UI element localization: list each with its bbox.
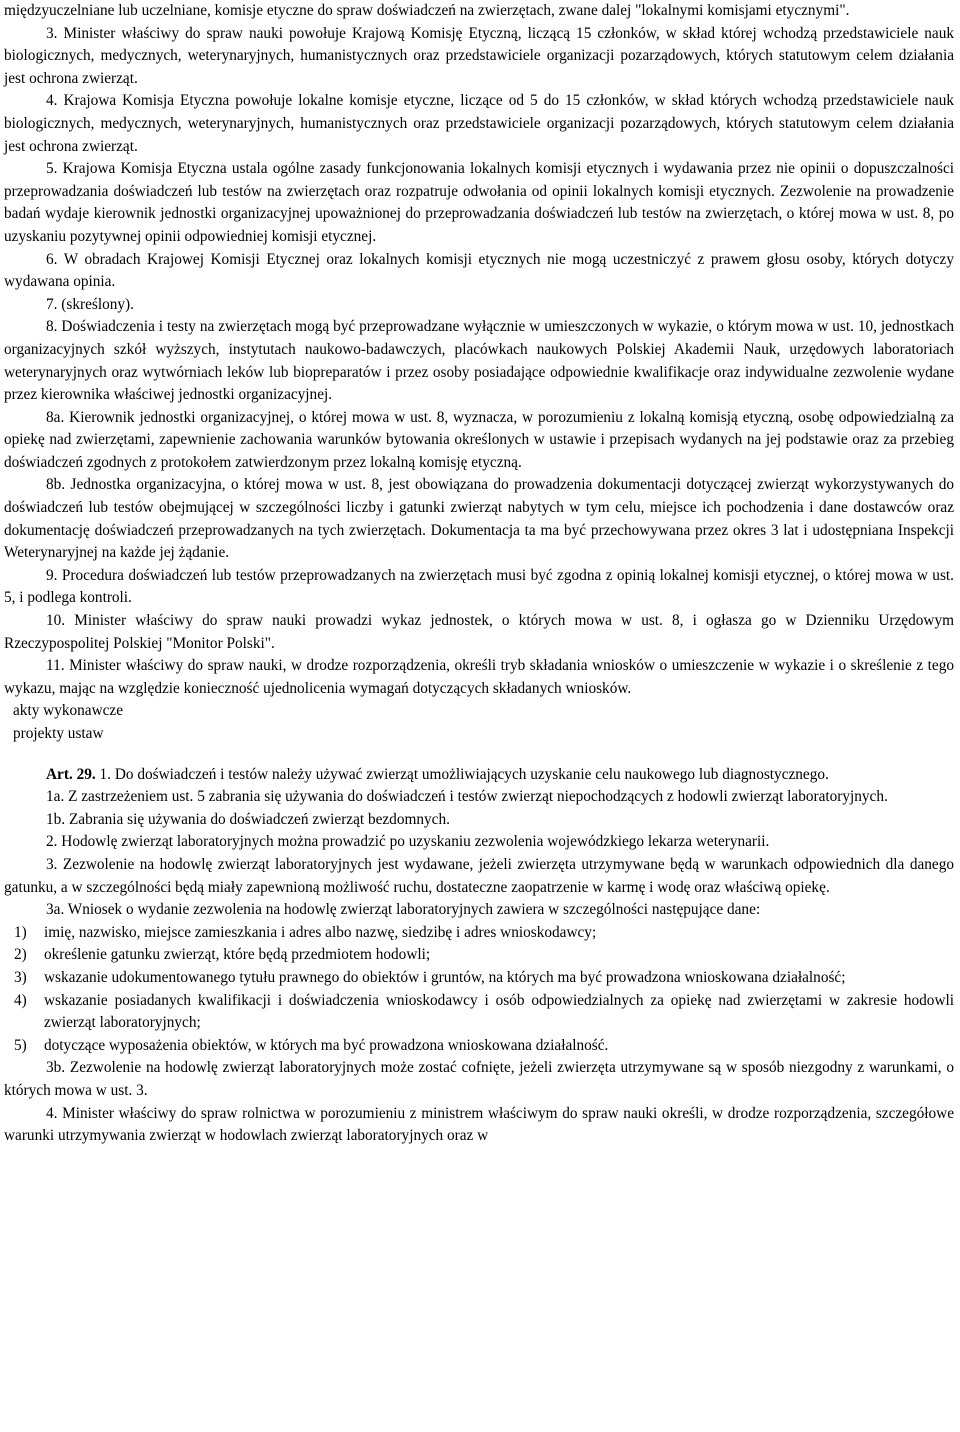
paragraph-ust-1b: 1b. Zabrania się używania do doświadczeń zwierząt bezdomnych. <box>46 810 450 828</box>
section-ust-3-11 <box>4 23 954 701</box>
section-closing <box>4 1057 954 1147</box>
paragraph-ust-3a: 3a. Wniosek o wydanie zezwolenia na hodowlę zwierząt laboratoryjnych zawiera w szczególności następujące dane: <box>46 901 761 919</box>
list-item-number: 1) <box>14 923 27 941</box>
list-item <box>4 944 954 967</box>
list-item-text: określenie gatunku zwierząt, które będą przedmiotem hodowli; <box>44 946 431 964</box>
list-item-number: 2) <box>14 946 27 964</box>
list-item-text: wskazanie posiadanych kwalifikacji i doświadczenia wnioskodawcy i osób odpowiedzialnych za opiekę nad zwierzętami w zakresie hodowli zwierząt laboratoryjnych; <box>44 991 954 1032</box>
list-item-text: dotyczące wyposażenia obiektów, w których ma być prowadzona wnioskowana działalność. <box>44 1036 609 1054</box>
paragraph-ust-4: 4. Krajowa Komisja Etyczna powołuje lokalne komisje etyczne, liczące od 5 do 15 członków, w skład których wchodzą przedstawiciele nauk biologicznych, medycznych, weterynaryjnych, humanistycznych oraz przedstawiciele organizacji pozarządowych, których statutowym celem działania jest ochrona zwierząt. <box>4 92 954 155</box>
link-akty-wykonawcze[interactable]: akty wykonawcze <box>13 702 124 720</box>
paragraph-ust-8b: 8b. Jednostka organizacyjna, o której mowa w ust. 8, jest obowiązana do prowadzenia dokumentacji dotyczącej zwierząt wykorzystywanych do doświadczeń lub testów obejmującej w szczególności liczby i gatunki zwierząt nabytych w tym celu, miejsce ich pochodzenia i dane dostawców oraz dokumentację doświadczeń przeprowadzanych na tych zwierzętach. Dokumentacja ta ma być przechowywana przez okres 3 lat i udostępniana Inspekcji Weterynaryjnej na każde jej żądanie. <box>4 476 954 562</box>
paragraph-ust-5: 5. Krajowa Komisja Etyczna ustala ogólne zasady funkcjonowania lokalnych komisji etycznych i wydawania przez nie opinii o dopuszczalności przeprowadzania doświadczeń lub testów na zwierzętach oraz rozpatruje odwołania od opinii lokalnych komisji etycznych. Zezwolenie na prowadzenie badań wydaje kierownik jednostki organizacyjnej upoważnionej do przeprowadzania doświadczeń lub testów na zwierzętach, o której mowa w ust. 8, po uzyskaniu pozytywnej opinii odpowiedniej komisji etycznej. <box>4 160 954 245</box>
paragraph-ust-9: 9. Procedura doświadczeń lub testów przeprowadzanych na zwierzętach musi być zgodna z opinią lokalnej komisji etycznej, o której mowa w ust. 5, i podlega kontroli. <box>4 566 954 607</box>
paragraph-ust-4: 4. Minister właściwy do spraw rolnictwa w porozumieniu z ministrem właściwym do spraw nauki określi, w drodze rozporządzenia, szczegółowe warunki utrzymywania zwierząt w hodowlach zwierząt laboratoryjnych oraz w <box>4 1104 954 1145</box>
section-spacer <box>4 746 954 764</box>
article-29-paragraph-1 <box>4 764 954 787</box>
section-art-29 <box>4 786 954 922</box>
paragraph-ust-3b: 3b. Zezwolenie na hodowlę zwierząt laboratoryjnych może zostać cofnięte, jeżeli zwierzęta utrzymywane są w sposób niezgodny z warunkami, o których mowa w ust. 3. <box>4 1059 954 1099</box>
list-item-number: 5) <box>14 1036 27 1054</box>
paragraph-ust-10: 10. Minister właściwy do spraw nauki prowadzi wykaz jednostek, o których mowa w ust. 8, i ogłasza go w Dzienniku Urzędowym Rzeczypospolitej Polskiej "Monitor Polski". <box>4 612 954 652</box>
list-item <box>4 990 954 1035</box>
list-item <box>4 922 954 945</box>
link-projekty-ustaw[interactable]: projekty ustaw <box>13 725 104 742</box>
list-item <box>4 1035 954 1058</box>
paragraph-ust-2: 2. Hodowlę zwierząt laboratoryjnych można prowadzić po uzyskaniu zezwolenia wojewódzkiego lekarza weterynarii. <box>46 833 770 851</box>
list-item-text: imię, nazwisko, miejsce zamieszkania i adres albo nazwę, siedzibę i adres wnioskodawcy; <box>44 923 597 941</box>
list-item-number: 3) <box>14 968 27 986</box>
top-fragment: międzyuczelniane lub uczelniane, komisje etyczne do spraw doświadczeń na zwierzętach, zwane dalej "lokalnymi komisjami etycznymi". <box>4 2 850 19</box>
article-heading: Art. 29. <box>46 765 96 783</box>
list-item <box>4 967 954 990</box>
paragraph-ust-6: 6. W obradach Krajowej Komisji Etycznej oraz lokalnych komisji etycznych nie mogą uczestniczyć z prawem głosu osoby, których dotyczy wydawana opinia. <box>4 250 954 291</box>
document-page <box>4 0 954 1148</box>
paragraph-ust-1a: 1a. Z zastrzeżeniem ust. 5 zabrania się używania do doświadczeń i testów zwierząt niepochodzących z hodowli zwierząt laboratoryjnych. <box>46 788 888 806</box>
paragraph-ust-3: 3. Zezwolenie na hodowlę zwierząt laboratoryjnych jest wydawane, jeżeli zwierzęta utrzymywane będą w warunkach odpowiednich dla danego gatunku, a w szczególności będą miały zapewnioną możliwość ruchu, dostateczne zaopatrzenie w karmę i wodę oraz właściwą opiekę. <box>4 855 954 896</box>
enumerated-list <box>4 922 954 1058</box>
paragraph-ust-11: 11. Minister właściwy do spraw nauki, w drodze rozporządzenia, określi tryb składania wniosków o umieszczenie w wykazie i o skreślenie z tego wykazu, mając na względzie konieczność ujednolicenia wymagań dotyczących składanych wniosków. <box>4 657 954 697</box>
paragraph-ust-8a: 8a. Kierownik jednostki organizacyjnej, o której mowa w ust. 8, wyznacza, w porozumieniu z lokalną komisją etyczną, osobę odpowiedzialną za opiekę nad zwierzętami, zapewnienie zachowania warunków bytowania określonych w ustawie i przepisach wydanych na jej podstawie oraz za przebieg doświadczeń zgodnych z protokołem zatwierdzonym przez lokalną komisję etyczną. <box>4 408 954 471</box>
paragraph-ust-3: 3. Minister właściwy do spraw nauki powołuje Krajową Komisję Etyczną, liczącą 15 członków, w skład której wchodzą przedstawiciele nauk biologicznych, medycznych, weterynaryjnych, humanistycznych oraz przedstawiciele organizacji pozarządowych, których statutowym celem działania jest ochrona zwierząt. <box>4 24 954 87</box>
paragraph-ust-7: 7. (skreślony). <box>46 295 134 313</box>
paragraph-ust-8: 8. Doświadczenia i testy na zwierzętach mogą być przeprowadzane wyłącznie w umieszczonych w wykazie, o którym mowa w ust. 10, jednostkach organizacyjnych szkół wyższych, instytutach naukowo-badawczych, placówkach naukowych Polskiej Akademii Nauk, urzędowych laboratoriach weterynaryjnych oraz wytwórniach leków lub biopreparatów i przez osoby posiadające odpowiednie kwalifikacje oraz indywidualne zezwolenie wydane przez kierownika właściwej jednostki organizacyjnej. <box>4 318 954 404</box>
list-item-number: 4) <box>14 991 27 1009</box>
article-first-paragraph: 1. Do doświadczeń i testów należy używać zwierząt umożliwiających uzyskanie celu naukowego lub diagnostycznego. <box>99 765 829 783</box>
list-item-text: wskazanie udokumentowanego tytułu prawnego do obiektów i gruntów, na których ma być prowadzona wnioskowana działalność; <box>44 968 846 986</box>
